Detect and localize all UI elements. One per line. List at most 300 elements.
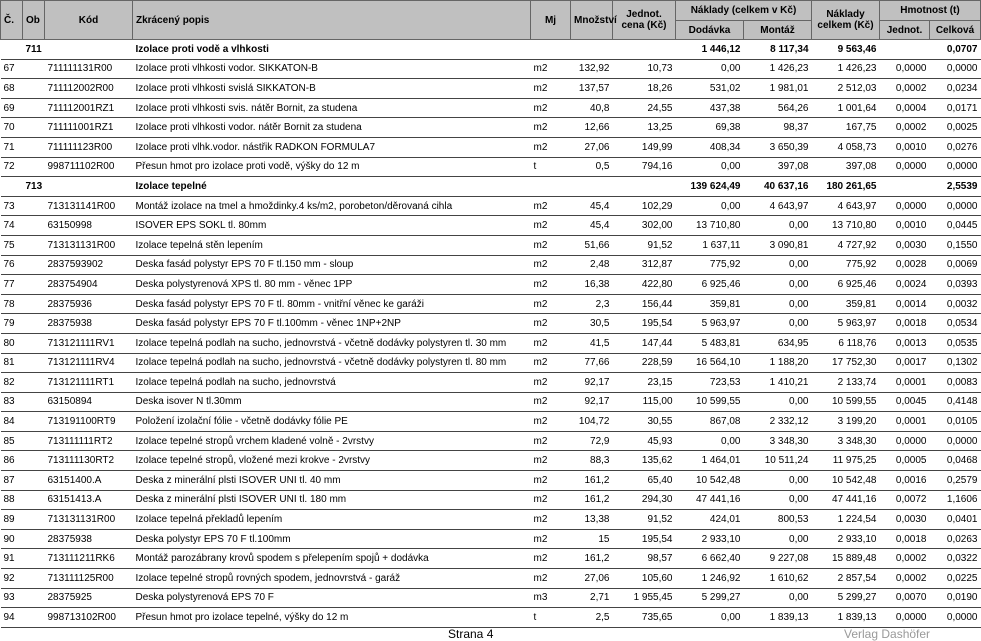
cell-weight-unit: 0,0002 [880, 569, 930, 589]
cell-quantity: 30,5 [571, 314, 613, 334]
cell-number: 73 [1, 196, 23, 216]
cell-unit: m2 [531, 59, 571, 79]
cell-supply: 0,00 [676, 59, 744, 79]
cell-supply: 723,53 [676, 373, 744, 393]
cell-code: 63150998 [45, 216, 133, 236]
cell-supply: 359,81 [676, 294, 744, 314]
cell-unit: m2 [531, 118, 571, 138]
cell-supply: 6 925,46 [676, 275, 744, 295]
cell-assembly: 3 348,30 [744, 431, 812, 451]
cell-weight-unit: 0,0002 [880, 79, 930, 99]
cell-number [1, 177, 23, 197]
cell-unit-price: 24,55 [613, 98, 676, 118]
cell-weight-total: 1,1606 [930, 490, 981, 510]
cell-code: 63150894 [45, 392, 133, 412]
cell-weight-unit: 0,0030 [880, 510, 930, 530]
cell-object [23, 431, 45, 451]
cell-unit-price: 115,00 [613, 392, 676, 412]
table-row [1, 471, 981, 491]
cell-unit-price: 735,65 [613, 608, 676, 628]
cell-unit-price: 23,15 [613, 373, 676, 393]
cell-weight-unit: 0,0000 [880, 196, 930, 216]
cell-number: 77 [1, 275, 23, 295]
table-row [1, 275, 981, 295]
cell-unit: t [531, 157, 571, 177]
cell-weight-unit: 0,0028 [880, 255, 930, 275]
table-row [1, 510, 981, 530]
section-code: 711 [23, 40, 45, 60]
cell-assembly: 800,53 [744, 510, 812, 530]
cell-number: 70 [1, 118, 23, 138]
cell-unit-price: 45,93 [613, 431, 676, 451]
cell-code: 713191100RT9 [45, 412, 133, 432]
cell-unit-price: 422,80 [613, 275, 676, 295]
cell-assembly: 0,00 [744, 471, 812, 491]
table-row [1, 529, 981, 549]
cell-number: 81 [1, 353, 23, 373]
cell-weight-unit: 0,0013 [880, 333, 930, 353]
cell-assembly: 0,00 [744, 216, 812, 236]
table-row [1, 373, 981, 393]
cell-code: 711111131R00 [45, 59, 133, 79]
cell-number: 69 [1, 98, 23, 118]
table-row [1, 196, 981, 216]
cell-total: 6 118,76 [812, 333, 880, 353]
cell-code: 63151400.A [45, 471, 133, 491]
cell-weight-unit: 0,0018 [880, 314, 930, 334]
cell-description: Izolace proti vlhkosti svis. nátěr Bornit, za studena [133, 98, 531, 118]
cell-weight-total: 0,4148 [930, 392, 981, 412]
cell-supply: 6 662,40 [676, 549, 744, 569]
cell-total: 1 224,54 [812, 510, 880, 530]
cell-weight-total: 0,0000 [930, 196, 981, 216]
cell-code: 711112002R00 [45, 79, 133, 99]
col-header-code: Kód [45, 1, 133, 40]
cell-unit-price: 91,52 [613, 235, 676, 255]
cell-assembly: 1 981,01 [744, 79, 812, 99]
cell-weight-unit: 0,0010 [880, 216, 930, 236]
col-header-number: Č. [1, 1, 23, 40]
cell-code: 713111211RK6 [45, 549, 133, 569]
cell-weight-unit: 0,0002 [880, 118, 930, 138]
cell-supply: 13 710,80 [676, 216, 744, 236]
cell-code: 711112001RZ1 [45, 98, 133, 118]
cell-quantity: 2,71 [571, 588, 613, 608]
cell-object [23, 510, 45, 530]
cell-weight-unit: 0,0016 [880, 471, 930, 491]
cell-unit-price [613, 177, 676, 197]
cell-unit-price: 18,26 [613, 79, 676, 99]
cell-assembly: 0,00 [744, 314, 812, 334]
cell-code: 283754904 [45, 275, 133, 295]
cell-quantity: 41,5 [571, 333, 613, 353]
cell-object [23, 235, 45, 255]
cell-code: 63151413.A [45, 490, 133, 510]
cell-weight-unit: 0,0000 [880, 157, 930, 177]
cell-description: Deska z minerální plsti ISOVER UNI tl. 40 mm [133, 471, 531, 491]
cell-number [1, 40, 23, 60]
cell-total: 2 857,54 [812, 569, 880, 589]
cell-assembly: 0,00 [744, 255, 812, 275]
cell-code: 998713102R00 [45, 608, 133, 628]
cell-number: 71 [1, 137, 23, 157]
col-header-description: Zkrácený popis [133, 1, 531, 40]
cell-weight-total: 0,0000 [930, 59, 981, 79]
total-cost-line1: Náklady [826, 9, 865, 20]
section-weight-total: 2,5539 [930, 177, 981, 197]
unit-price-line1: Jednot. [626, 9, 662, 20]
cell-unit-price: 65,40 [613, 471, 676, 491]
table-row [1, 353, 981, 373]
cell-weight-unit: 0,0010 [880, 137, 930, 157]
cell-description: Izolace proti vlhkosti svislá SIKKATON-B [133, 79, 531, 99]
cell-supply: 0,00 [676, 196, 744, 216]
cell-supply: 5 299,27 [676, 588, 744, 608]
cell-unit-price: 10,73 [613, 59, 676, 79]
section-code: 713 [23, 177, 45, 197]
cell-supply: 47 441,16 [676, 490, 744, 510]
cell-weight-total: 0,1302 [930, 353, 981, 373]
col-header-supply: Dodávka [676, 21, 744, 40]
cell-object [23, 275, 45, 295]
table-row [1, 157, 981, 177]
cell-description: Izolace tepelné stropů, vložené mezi krokve - 2vrstvy [133, 451, 531, 471]
table-row [1, 294, 981, 314]
cell-assembly: 4 643,97 [744, 196, 812, 216]
section-row [1, 177, 981, 197]
cell-weight-unit: 0,0002 [880, 549, 930, 569]
cell-number: 72 [1, 157, 23, 177]
cell-total: 10 542,48 [812, 471, 880, 491]
table-row [1, 333, 981, 353]
cell-unit: m2 [531, 353, 571, 373]
cell-object [23, 314, 45, 334]
cell-unit-price: 794,16 [613, 157, 676, 177]
cell-code: 713131131R00 [45, 235, 133, 255]
cell-weight-unit: 0,0000 [880, 608, 930, 628]
cell-weight-unit [880, 40, 930, 60]
cell-weight-total: 0,0535 [930, 333, 981, 353]
cell-weight-unit: 0,0018 [880, 529, 930, 549]
cell-object [23, 333, 45, 353]
table-row [1, 79, 981, 99]
col-header-unit: Mj [531, 1, 571, 40]
cell-description: ISOVER EPS SOKL tl. 80mm [133, 216, 531, 236]
cell-total: 11 975,25 [812, 451, 880, 471]
cell-assembly: 1 188,20 [744, 353, 812, 373]
cell-unit: t [531, 608, 571, 628]
section-cost-total: 180 261,65 [812, 177, 880, 197]
col-header-costs: Náklady (celkem v Kč) [676, 1, 812, 21]
cell-object [23, 451, 45, 471]
cell-object [23, 529, 45, 549]
cell-total: 775,92 [812, 255, 880, 275]
cell-assembly: 0,00 [744, 392, 812, 412]
table-row [1, 451, 981, 471]
cell-description: Izolace tepelné stropů rovných spodem, jednovrstvá - garáž [133, 569, 531, 589]
cell-number: 93 [1, 588, 23, 608]
cell-assembly: 0,00 [744, 275, 812, 295]
cell-number: 84 [1, 412, 23, 432]
cell-quantity: 161,2 [571, 549, 613, 569]
cell-object [23, 118, 45, 138]
cell-unit-price: 312,87 [613, 255, 676, 275]
cell-description: Montáž parozábrany krovů spodem s přelepením spojů + dodávka [133, 549, 531, 569]
cell-unit-price: 195,54 [613, 529, 676, 549]
cell-weight-total: 0,0393 [930, 275, 981, 295]
cell-weight-total: 0,0000 [930, 157, 981, 177]
cell-number: 85 [1, 431, 23, 451]
cell-weight-total: 0,0225 [930, 569, 981, 589]
table-row [1, 235, 981, 255]
cell-assembly: 1 410,21 [744, 373, 812, 393]
cell-unit: m2 [531, 471, 571, 491]
cell-supply: 775,92 [676, 255, 744, 275]
cell-weight-unit: 0,0000 [880, 59, 930, 79]
cell-quantity: 40,8 [571, 98, 613, 118]
section-supply-total: 139 624,49 [676, 177, 744, 197]
cell-weight-total: 0,0000 [930, 431, 981, 451]
cell-object [23, 490, 45, 510]
cell-unit-price [613, 40, 676, 60]
cell-code: 713121111RV4 [45, 353, 133, 373]
cell-description: Deska fasád polystyr EPS 70 F tl.150 mm - sloup [133, 255, 531, 275]
cell-object [23, 137, 45, 157]
section-supply-total: 1 446,12 [676, 40, 744, 60]
cell-quantity [571, 40, 613, 60]
cell-unit-price: 30,55 [613, 412, 676, 432]
table-row [1, 118, 981, 138]
cell-weight-total: 0,0534 [930, 314, 981, 334]
cell-quantity: 88,3 [571, 451, 613, 471]
cell-total: 5 299,27 [812, 588, 880, 608]
table-row [1, 98, 981, 118]
cell-total: 15 889,48 [812, 549, 880, 569]
cell-description: Deska polystyr EPS 70 F tl.100mm [133, 529, 531, 549]
cell-total: 167,75 [812, 118, 880, 138]
cell-total: 2 512,03 [812, 79, 880, 99]
cell-code: 711111001RZ1 [45, 118, 133, 138]
cell-unit-price: 156,44 [613, 294, 676, 314]
cell-assembly: 634,95 [744, 333, 812, 353]
cell-object [23, 79, 45, 99]
cell-total: 6 925,46 [812, 275, 880, 295]
cell-number: 82 [1, 373, 23, 393]
cell-assembly: 2 332,12 [744, 412, 812, 432]
cell-supply: 10 542,48 [676, 471, 744, 491]
section-assembly-total: 40 637,16 [744, 177, 812, 197]
cell-unit-price: 13,25 [613, 118, 676, 138]
cell-unit: m2 [531, 98, 571, 118]
cell-unit: m2 [531, 196, 571, 216]
cell-unit-price: 147,44 [613, 333, 676, 353]
cell-description: Deska fasád polystyr EPS 70 F tl. 80mm - vnitřní věnec ke garáži [133, 294, 531, 314]
cell-supply: 1 464,01 [676, 451, 744, 471]
table-row [1, 137, 981, 157]
col-header-total-cost [812, 1, 880, 40]
cell-quantity: 161,2 [571, 490, 613, 510]
cell-code: 713111130RT2 [45, 451, 133, 471]
cell-unit: m2 [531, 549, 571, 569]
table-row [1, 431, 981, 451]
cell-weight-total: 0,0171 [930, 98, 981, 118]
cell-code: 28375938 [45, 529, 133, 549]
cell-code: 28375925 [45, 588, 133, 608]
publisher-brand: Verlag Dashöfer [844, 627, 931, 641]
cell-quantity [571, 177, 613, 197]
cell-description: Přesun hmot pro izolace proti vodě, výšky do 12 m [133, 157, 531, 177]
cell-weight-total: 0,0468 [930, 451, 981, 471]
cell-unit-price: 149,99 [613, 137, 676, 157]
cell-description: Montáž izolace na tmel a hmoždinky.4 ks/m2, porobeton/děrovaná cihla [133, 196, 531, 216]
cell-unit: m2 [531, 235, 571, 255]
cell-number: 90 [1, 529, 23, 549]
cell-quantity: 161,2 [571, 471, 613, 491]
cell-object [23, 216, 45, 236]
cell-unit: m2 [531, 490, 571, 510]
cell-weight-unit: 0,0014 [880, 294, 930, 314]
cell-code: 713111125R00 [45, 569, 133, 589]
cell-weight-total: 0,0083 [930, 373, 981, 393]
cell-object [23, 157, 45, 177]
cell-number: 79 [1, 314, 23, 334]
cell-total: 2 133,74 [812, 373, 880, 393]
cell-unit: m2 [531, 216, 571, 236]
cell-total: 359,81 [812, 294, 880, 314]
cell-code: 713121111RT1 [45, 373, 133, 393]
cell-unit: m2 [531, 451, 571, 471]
cell-total: 4 058,73 [812, 137, 880, 157]
cell-number: 92 [1, 569, 23, 589]
cell-quantity: 137,57 [571, 79, 613, 99]
cell-object [23, 373, 45, 393]
cell-assembly: 397,08 [744, 157, 812, 177]
cell-assembly: 0,00 [744, 529, 812, 549]
table-row [1, 314, 981, 334]
cell-number: 68 [1, 79, 23, 99]
cell-weight-unit: 0,0030 [880, 235, 930, 255]
cell-code: 2837593902 [45, 255, 133, 275]
cell-quantity: 15 [571, 529, 613, 549]
cell-unit: m2 [531, 392, 571, 412]
cell-weight-total: 0,0069 [930, 255, 981, 275]
cell-total: 5 963,97 [812, 314, 880, 334]
cell-supply: 408,34 [676, 137, 744, 157]
cell-weight-total: 0,0032 [930, 294, 981, 314]
cell-weight-total: 0,0263 [930, 529, 981, 549]
cell-number: 78 [1, 294, 23, 314]
table-row [1, 59, 981, 79]
cell-unit: m2 [531, 137, 571, 157]
cell-supply: 2 933,10 [676, 529, 744, 549]
cell-unit-price: 91,52 [613, 510, 676, 530]
cell-description: Izolace tepelná stěn lepením [133, 235, 531, 255]
cell-description: Izolace tepelná překladů lepením [133, 510, 531, 530]
cell-weight-total: 0,0025 [930, 118, 981, 138]
table-row [1, 255, 981, 275]
cell-quantity: 45,4 [571, 196, 613, 216]
cell-weight-total: 0,0276 [930, 137, 981, 157]
cell-unit: m2 [531, 314, 571, 334]
cell-description: Izolace proti vlhkosti vodor. SIKKATON-B [133, 59, 531, 79]
cell-total: 397,08 [812, 157, 880, 177]
cell-unit: m2 [531, 294, 571, 314]
cell-quantity: 2,48 [571, 255, 613, 275]
table-row [1, 608, 981, 628]
cell-total: 1 426,23 [812, 59, 880, 79]
cell-code [45, 177, 133, 197]
cell-object [23, 549, 45, 569]
col-header-assembly: Montáž [744, 21, 812, 40]
cell-unit-price: 294,30 [613, 490, 676, 510]
table-body [1, 40, 981, 628]
cell-quantity: 72,9 [571, 431, 613, 451]
cell-unit-price: 195,54 [613, 314, 676, 334]
cell-weight-unit: 0,0017 [880, 353, 930, 373]
cell-unit-price: 105,60 [613, 569, 676, 589]
cell-code: 28375938 [45, 314, 133, 334]
cell-quantity: 2,3 [571, 294, 613, 314]
cell-total: 1 839,13 [812, 608, 880, 628]
cell-supply: 0,00 [676, 157, 744, 177]
cell-weight-total: 0,0234 [930, 79, 981, 99]
cell-object [23, 353, 45, 373]
cell-number: 88 [1, 490, 23, 510]
cell-supply: 5 483,81 [676, 333, 744, 353]
cell-unit-price: 228,59 [613, 353, 676, 373]
cell-total: 10 599,55 [812, 392, 880, 412]
cell-weight-unit: 0,0045 [880, 392, 930, 412]
cell-total: 13 710,80 [812, 216, 880, 236]
col-header-unit-price [613, 1, 676, 40]
cell-object [23, 588, 45, 608]
cell-total: 3 348,30 [812, 431, 880, 451]
cell-total: 4 643,97 [812, 196, 880, 216]
cell-quantity: 0,5 [571, 157, 613, 177]
cell-weight-total: 0,0445 [930, 216, 981, 236]
cell-quantity: 13,38 [571, 510, 613, 530]
cell-weight-total: 0,0322 [930, 549, 981, 569]
cell-unit: m2 [531, 529, 571, 549]
cell-supply: 424,01 [676, 510, 744, 530]
cell-weight-unit: 0,0000 [880, 431, 930, 451]
cell-number: 91 [1, 549, 23, 569]
cell-assembly: 98,37 [744, 118, 812, 138]
cell-code: 711111123R00 [45, 137, 133, 157]
cell-assembly: 9 227,08 [744, 549, 812, 569]
cell-description: Přesun hmot pro izolace tepelné, výšky do 12 m [133, 608, 531, 628]
cell-code: 713131131R00 [45, 510, 133, 530]
cell-weight-total: 0,0401 [930, 510, 981, 530]
cell-number: 83 [1, 392, 23, 412]
cell-weight-unit: 0,0005 [880, 451, 930, 471]
cell-object [23, 392, 45, 412]
section-title: Izolace tepelné [133, 177, 531, 197]
cell-description: Deska z minerální plsti ISOVER UNI tl. 180 mm [133, 490, 531, 510]
col-header-object: Ob [23, 1, 45, 40]
section-row [1, 40, 981, 60]
cell-unit-price: 1 955,45 [613, 588, 676, 608]
cell-quantity: 27,06 [571, 137, 613, 157]
cell-object [23, 98, 45, 118]
cell-unit-price: 135,62 [613, 451, 676, 471]
cell-object [23, 59, 45, 79]
cell-number: 87 [1, 471, 23, 491]
cell-weight-total: 0,2579 [930, 471, 981, 491]
cell-unit: m2 [531, 431, 571, 451]
cell-total: 1 001,64 [812, 98, 880, 118]
cell-weight-unit: 0,0024 [880, 275, 930, 295]
